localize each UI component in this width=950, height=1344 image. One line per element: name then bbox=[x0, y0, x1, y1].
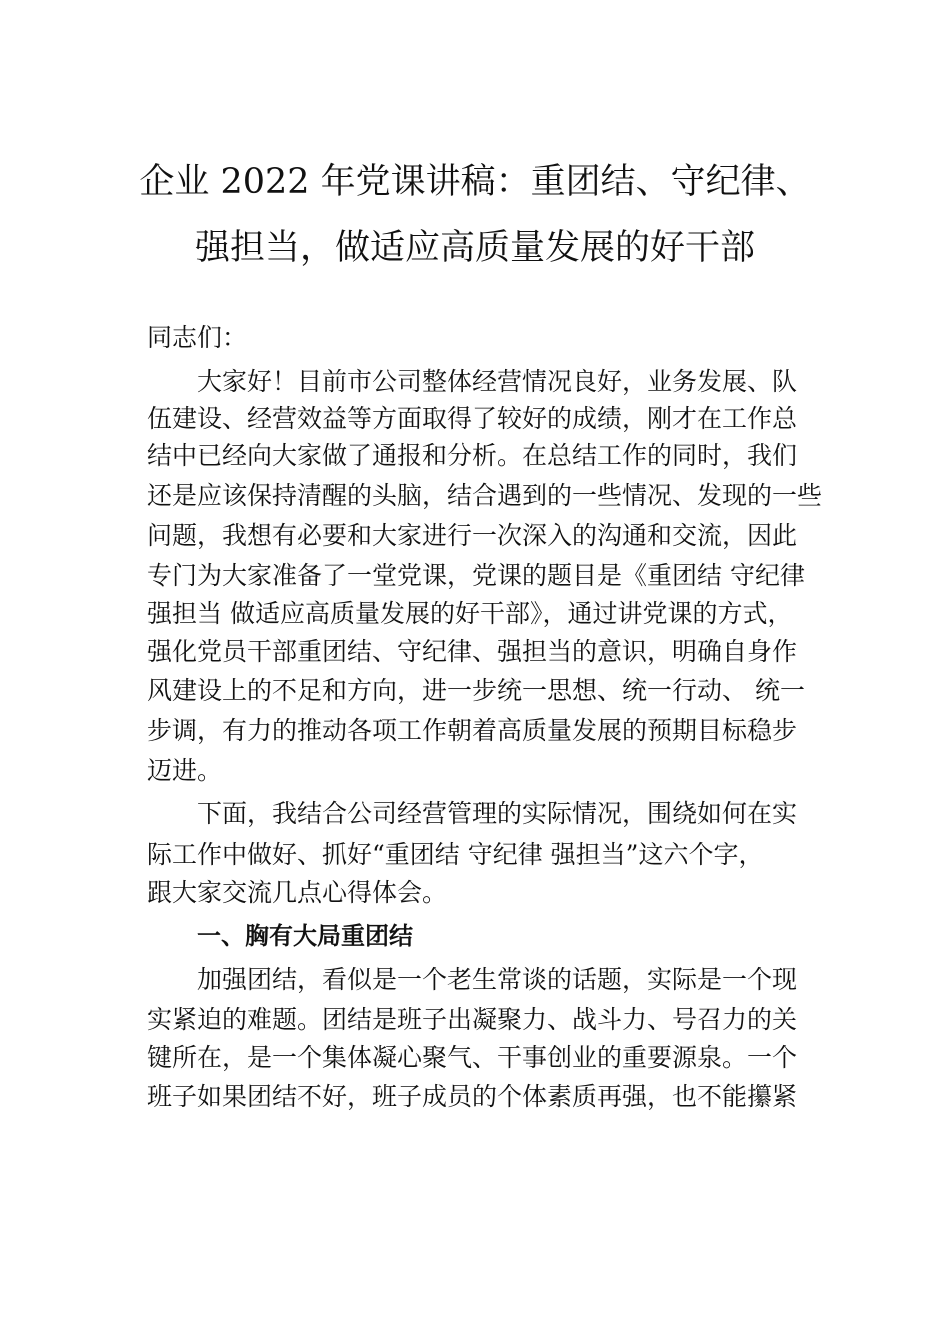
paragraph-1-line: 问题，我想有必要和大家进行一次深入的沟通和交流，因此 bbox=[147, 521, 798, 550]
paragraph-2-line: 跟大家交流几点心得体会。 bbox=[147, 878, 448, 907]
document-title-line-1: 企业 2022 年党课讲稿：重团结、守纪律、 bbox=[139, 162, 811, 202]
paragraph-1-line: 迈进。 bbox=[147, 756, 223, 785]
document-title-line-2: 强担当，做适应高质量发展的好干部 bbox=[194, 228, 755, 268]
paragraph-1-line: 专门为大家准备了一堂党课，党课的题目是《重团结 守纪律 bbox=[147, 561, 805, 590]
greeting: 同志们： bbox=[147, 323, 248, 352]
paragraph-1-line: 强化党员干部重团结、守纪律、强担当的意识，明确自身作 bbox=[147, 637, 798, 666]
paragraph-3-line: 班子如果团结不好，班子成员的个体素质再强，也不能攥紧 bbox=[147, 1082, 798, 1111]
paragraph-3-line: 实紧迫的难题。团结是班子出凝聚力、战斗力、号召力的关 bbox=[147, 1005, 798, 1034]
paragraph-2-line: 际工作中做好、抓好“重团结 守纪律 强担当”这六个字， bbox=[147, 840, 764, 869]
paragraph-1-line: 伍建设、经营效益等方面取得了较好的成绩，刚才在工作总 bbox=[147, 404, 798, 433]
paragraph-1-line: 大家好！目前市公司整体经营情况良好，业务发展、队 bbox=[197, 367, 798, 396]
paragraph-3-line: 键所在，是一个集体凝心聚气、干事创业的重要源泉。一个 bbox=[147, 1043, 798, 1072]
paragraph-1-line: 强担当 做适应高质量发展的好干部》，通过讲党课的方式， bbox=[147, 599, 793, 628]
paragraph-2-line: 下面，我结合公司经营管理的实际情况，围绕如何在实 bbox=[197, 799, 798, 828]
paragraph-1-line: 还是应该保持清醒的头脑，结合遇到的一些情况、发现的一些 bbox=[147, 481, 823, 510]
paragraph-1-line: 步调，有力的推动各项工作朝着高质量发展的预期目标稳步 bbox=[147, 716, 798, 745]
paragraph-1-line: 风建设上的不足和方向，进一步统一思想、统一行动、 统一 bbox=[147, 676, 805, 705]
paragraph-3-line: 加强团结，看似是一个老生常谈的话题，实际是一个现 bbox=[197, 965, 798, 994]
section-heading: 一、胸有大局重团结 bbox=[197, 922, 413, 950]
paragraph-1-line: 结中已经向大家做了通报和分析。在总结工作的同时，我们 bbox=[147, 441, 798, 470]
